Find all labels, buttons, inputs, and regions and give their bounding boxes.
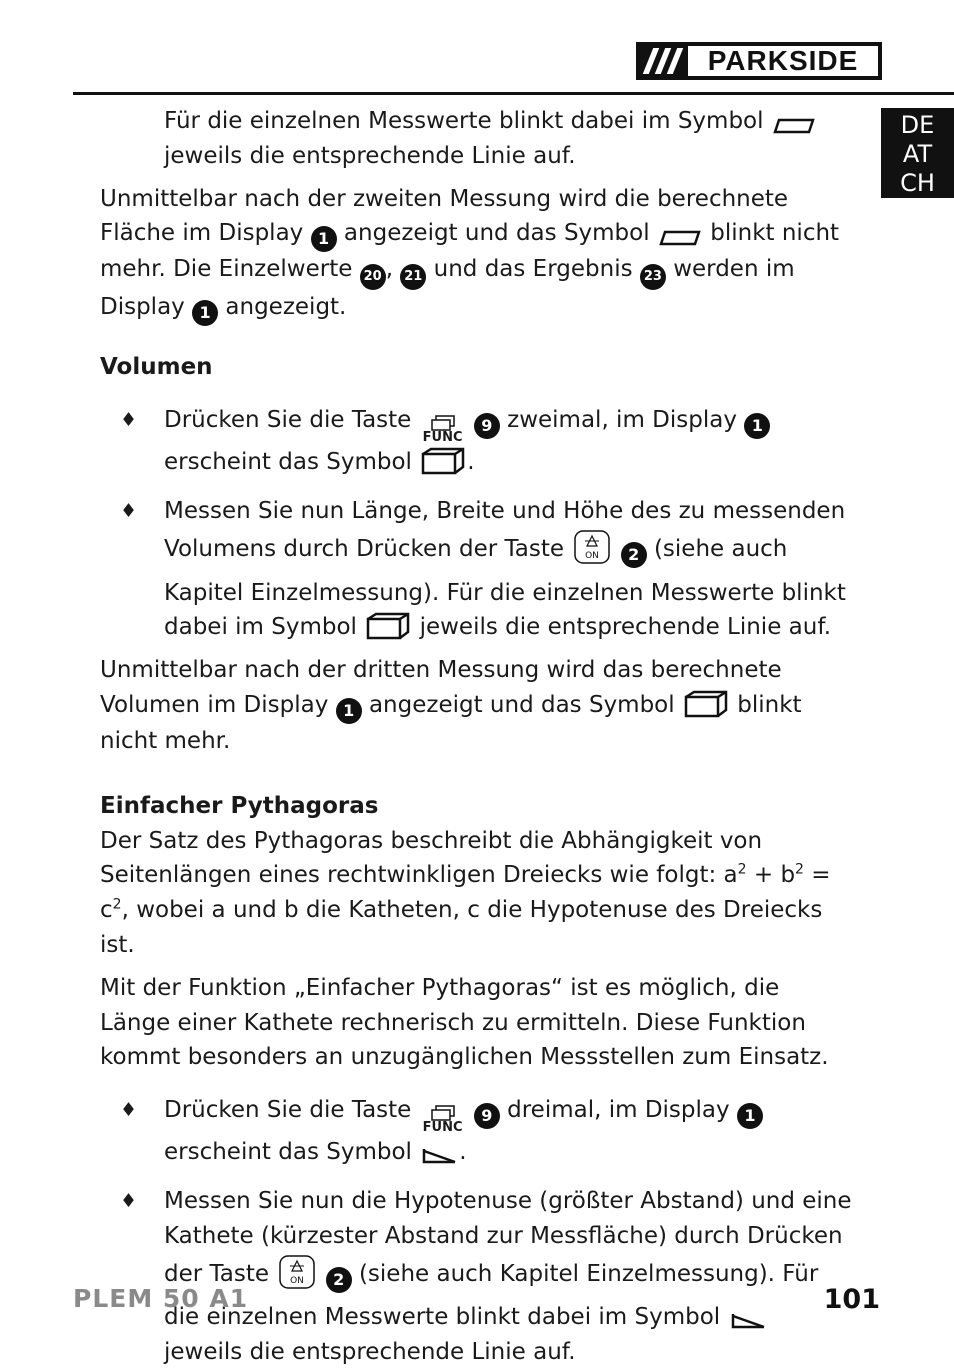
callout-display-1: 1: [192, 300, 218, 326]
paragraph-pythagoras-function: Mit der Funktion „Einfacher Pythagoras“ ist es möglich, die Länge einer Kathete rechnerisch zu ermitteln. Diese Funktion kommt besonders an unzugänglichen Messstellen zum Einsatz.: [100, 974, 829, 1071]
bullet-icon: ♦: [120, 1099, 138, 1122]
lang-de: DE: [900, 111, 935, 139]
heading-volumen: Volumen: [100, 354, 213, 381]
pythagoras-symbol-icon: [421, 1147, 457, 1165]
page-number: 101: [823, 1284, 880, 1315]
list-item-pythagoras-2: ♦ Messen Sie nun die Hypotenuse (größter Abstand) und eine Kathete (kürzester Abstand zur Messfläche) durch Drücken der Taste ON 2 (siehe auch Kapitel Einzelmessung). Für die einzelnen Messwerte blinkt dabei im Symbol jeweils die entsprechende Linie auf.: [100, 1184, 852, 1370]
callout-display-1: 1: [737, 1103, 763, 1129]
paragraph-area-result: Unmittelbar nach der zweiten Messung wird die berechnete Fläche im Display 1 angezeigt und das Symbol blinkt nicht mehr. Die Einzelwerte 20 , 21 und das Ergebnis 23 werden im Display 1 angezeigt.: [100, 182, 852, 327]
svg-text:ON: ON: [585, 550, 600, 561]
footer-model: PLEM 50 A1: [73, 1284, 249, 1313]
callout-2: 2: [326, 1267, 352, 1293]
paragraph-area-blink: Für die einzelnen Messwerte blinkt dabei im Symbol jeweils die entsprechende Linie auf.: [100, 104, 852, 174]
callout-9: 9: [474, 413, 500, 439]
paragraph-volume-result: Unmittelbar nach der dritten Messung wird das berechnete Volumen im Display 1 angezeigt und das Symbol blinkt nicht mehr.: [100, 657, 802, 754]
bullet-icon: ♦: [120, 409, 138, 432]
volume-symbol-icon: [684, 690, 728, 718]
area-symbol-icon: [773, 118, 815, 134]
list-item-pythagoras-1: ♦ Drücken Sie die Taste FUNC 9 dreimal, im Display 1 erscheint das Symbol .: [100, 1093, 852, 1170]
callout-display-1: 1: [336, 698, 362, 724]
logo-slashes: [636, 42, 688, 80]
heading-pythagoras: Einfacher Pythagoras: [100, 792, 379, 819]
page-content: [100, 104, 852, 1370]
callout-2: 2: [621, 542, 647, 568]
area-symbol-icon: [659, 230, 701, 246]
bullet-icon: ♦: [120, 499, 138, 522]
callout-21: 21: [400, 264, 426, 290]
callout-23: 23: [640, 264, 666, 290]
volume-symbol-icon: [421, 447, 465, 475]
pythagoras-symbol-icon: [730, 1312, 766, 1330]
language-tab: [881, 108, 954, 198]
callout-20: 20: [360, 264, 386, 290]
callout-9: 9: [474, 1103, 500, 1129]
list-item-volumen-1: ♦ Drücken Sie die Taste FUNC 9 zweimal, im Display 1 erscheint das Symbol .: [100, 403, 852, 480]
list-item-volumen-2: ♦ Messen Sie nun Länge, Breite und Höhe des zu messenden Volumens durch Drücken der Taste ON 2 (siehe auch Kapitel Einzelmessung). Für die einzelnen Messwerte blinkt dabei im Symbol jeweils die entsprechende Linie auf.: [100, 494, 852, 645]
paragraph-pythagoras-theorem: Der Satz des Pythagoras beschreibt die Abhängigkeit von Seitenlängen eines rechtwinkligen Dreiecks wie folgt: $a^2 + b^2 = c^2$, wobei a und b die Katheten, c die Hypotenuse des Dreiecks ist.: [100, 827, 831, 958]
func-key-icon: FUNC: [423, 1105, 463, 1135]
lang-ch: CH: [900, 169, 935, 197]
callout-display-1: 1: [744, 413, 770, 439]
parkside-logo: [636, 42, 882, 80]
callout-display-1: 1: [311, 226, 337, 252]
lang-at: AT: [902, 140, 933, 168]
on-key-icon: [573, 529, 611, 576]
on-key-icon: [278, 1254, 316, 1301]
header-rule: [73, 92, 954, 95]
logo-text: PARKSIDE: [688, 46, 878, 76]
volume-symbol-icon: [366, 612, 410, 640]
bullet-icon: ♦: [120, 1189, 138, 1212]
func-key-icon: FUNC: [423, 415, 463, 445]
svg-text:ON: ON: [290, 1275, 305, 1286]
